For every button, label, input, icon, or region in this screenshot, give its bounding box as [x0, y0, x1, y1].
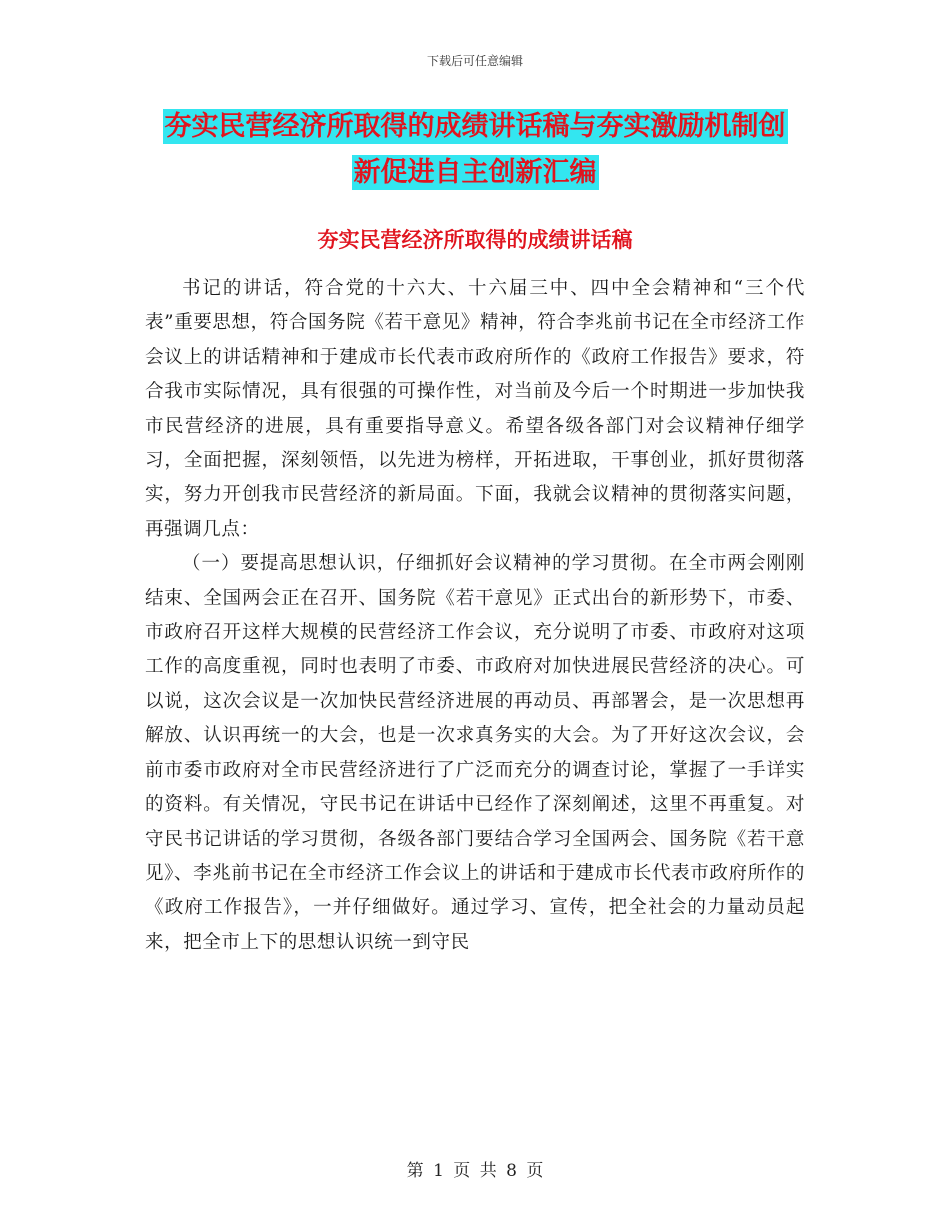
document-body [145, 272, 805, 960]
document-title-line-1 [0, 110, 950, 144]
document-title-line-2 [0, 156, 950, 190]
section-title: 夯实民营经济所取得的成绩讲话稿 [317, 227, 633, 252]
paragraph-1: 书记的讲话，符合党的十六大、十六届三中、四中全会精神和“三个代表”重要思想，符合国务院《若干意见》精神，符合李兆前书记在全市经济工作会议上的讲话精神和于建成市长代表市政府所作的《政府工作报告》要求，符合我市实际情况，具有很强的可操作性，对当前及今后一个时期进一步加快我市民营经济的进展，具有重要指导意义。希望各级各部门对会议精神仔细学习，全面把握，深刻领悟，以先进为榜样，开拓进取，干事创业，抓好贯彻落实，努力开创我市民营经济的新局面。下面，我就会议精神的贯彻落实问题，再强调几点： [145, 278, 805, 540]
page-header: 下载后可任意编辑 [426, 54, 523, 68]
paragraph-2: （一）要提高思想认识，仔细抓好会议精神的学习贯彻。在全市两会刚刚结束、全国两会正在召开、国务院《若干意见》正式出台的新形势下，市委、市政府召开这样大规模的民营经济工作会议，充分说明了市委、市政府对这项工作的高度重视，同时也表明了市委、市政府对加快进展民营经济的决心。可以说，这次会议是一次加快民营经济进展的再动员、再部署会，是一次思想再解放、认识再统一的大会，也是一次求真务实的大会。为了开好这次会议，会前市委市政府对全市民营经济进行了广泛而充分的调查讨论，掌握了一手详实的资料。有关情况，守民书记在讲话中已经作了深刻阐述，这里不再重复。对守民书记讲话的学习贯彻，各级各部门要结合学习全国两会、国务院《若干意见》、李兆前书记在全市经济工作会议上的讲话和于建成市长代表市政府所作的《政府工作报告》，一并仔细做好。通过学习、宣传，把全社会的力量动员起来，把全市上下的思想认识统一到守民 [145, 553, 805, 953]
document-title-line-2-text: 新促进自主创新汇编 [353, 157, 597, 188]
page-footer: 第 1 页 共 8 页 [406, 1161, 544, 1181]
document-title-line-1-text: 夯实民营经济所取得的成绩讲话稿与夯实激励机制创 [164, 111, 786, 142]
